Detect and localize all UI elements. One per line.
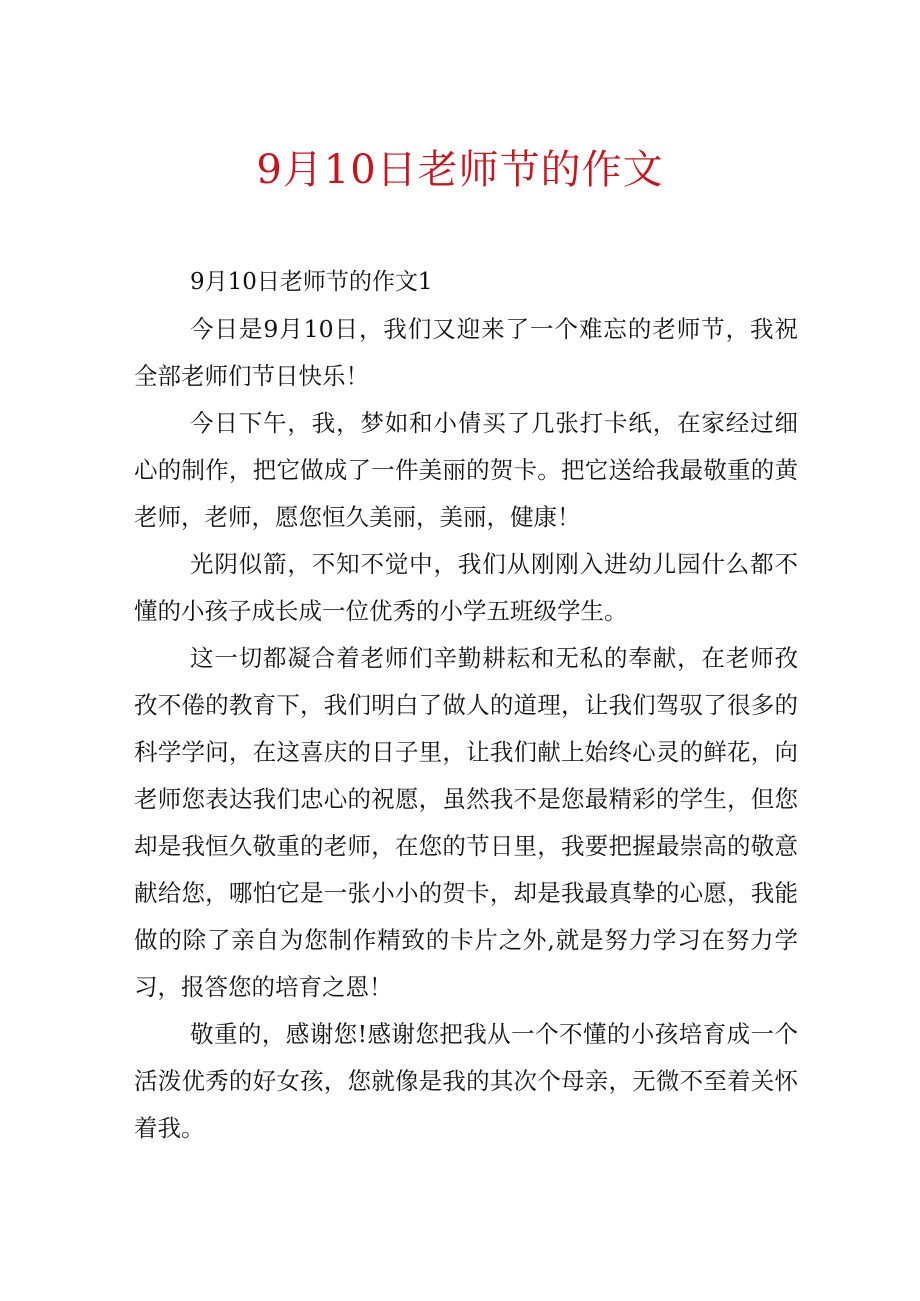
paragraph-1: 今日是9月10日，我们又迎来了一个难忘的老师节，我祝全部老师们节日快乐！ [134, 315, 798, 390]
paragraph-3: 光阴似箭，不知不觉中，我们从刚刚入进幼儿园什么都不懂的小孩子成长成一位优秀的小学五班级学生。 [134, 550, 798, 625]
document-title: 9月10日老师节的作文 [256, 147, 664, 193]
paragraph-4: 这一切都凝合着老师们辛勤耕耘和无私的奉献，在老师孜孜不倦的教育下，我们明白了做人的道理，让我们驾驭了很多的科学学问，在这喜庆的日子里，让我们献上始终心灵的鲜花，向老师您表达我们忠心的祝愿，虽然我不是您最精彩的学生，但您却是我恒久敬重的老师，在您的节日里，我要把握最崇高的敬意献给您，哪怕它是一张小小的贺卡，却是我最真挚的心愿，我能做的除了亲自为您制作精致的卡片之外,就是努力学习在努力学习，报答您的培育之恩！ [134, 644, 798, 1001]
paragraph-5: 敬重的，感谢您!感谢您把我从一个不懂的小孩培育成一个活泼优秀的好女孩，您就像是我的其次个母亲，无微不至着关怀着我。 [134, 1020, 798, 1142]
document-body [134, 258, 798, 1152]
section-heading: 9月10日老师节的作文1 [190, 269, 433, 295]
paragraph-2: 今日下午，我，梦如和小倩买了几张打卡纸，在家经过细心的制作，把它做成了一件美丽的贺卡。把它送给我最敬重的黄老师，老师，愿您恒久美丽，美丽，健康！ [134, 409, 798, 531]
